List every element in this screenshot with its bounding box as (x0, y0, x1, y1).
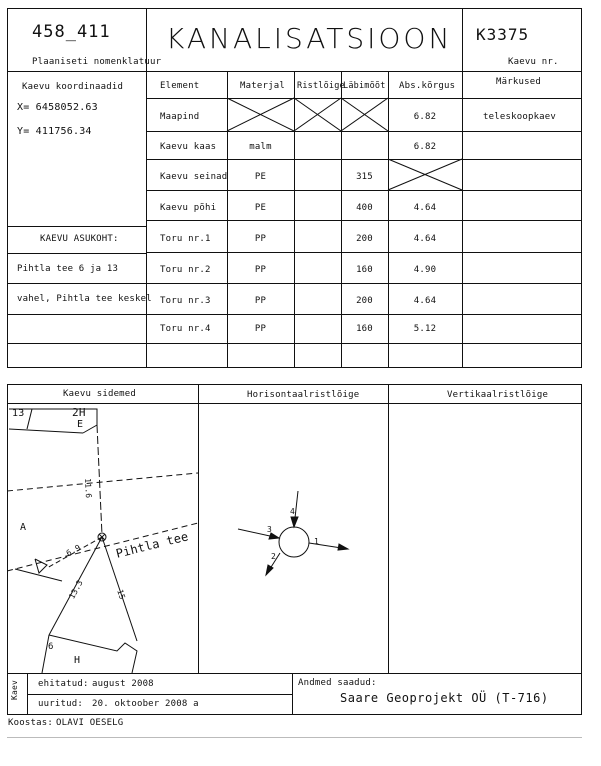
cell-height: 6.82 (413, 112, 437, 122)
well-number: K3375 (476, 25, 530, 44)
made-label: ehitatud: (38, 679, 89, 689)
cell-height: 4.64 (413, 203, 437, 213)
cell-material: PP (254, 234, 267, 244)
cell-diameter: 200 (356, 234, 373, 244)
lot-label: 6 (48, 642, 54, 652)
lot-label: 2H (72, 406, 86, 419)
coordinates-label: Kaevu koordinaadid (22, 82, 124, 92)
area-label: A (20, 522, 27, 533)
col-header-notes: Märkused (496, 77, 541, 87)
cell-material: PP (254, 296, 267, 306)
col-header-element: Element (160, 81, 200, 91)
cell-diameter: 315 (356, 172, 373, 182)
cell-diameter: 160 (356, 324, 373, 334)
cell-element: Kaevu kaas (160, 142, 217, 152)
coordinate-y: Y= 411756.34 (17, 126, 92, 137)
cell-material: malm (249, 142, 272, 152)
street-label: Pihtla tee (114, 529, 190, 561)
col-header-height: Abs.kõrgus (399, 81, 456, 91)
distance-label: 6.9 (64, 542, 83, 559)
page-title: KANALISATSIOON (166, 22, 453, 55)
nomenclature-label: Plaaniseti nomenklatuur (32, 57, 162, 67)
cell-material: PE (254, 203, 267, 213)
cell-element: Toru nr.1 (160, 234, 211, 244)
cell-element: Toru nr.4 (160, 324, 211, 334)
cell-diameter: 160 (356, 265, 373, 275)
cell-material: PP (254, 265, 267, 275)
col-header-diameter: Läbimõõt (343, 81, 386, 91)
cell-material: PE (254, 172, 267, 182)
pipe-number: 1 (314, 537, 320, 546)
panel-title-horizontal: Horisontaalristlõige (247, 390, 360, 400)
pipe-number: 3 (267, 525, 273, 534)
cell-height: 4.64 (413, 234, 437, 244)
cell-element: Kaevu seinad (160, 172, 228, 182)
lot-label: H (74, 655, 81, 666)
cell-element: Kaevu põhi (160, 203, 217, 213)
col-header-material: Materjal (240, 81, 285, 91)
surveyed-value: 20. oktoober 2008 a (92, 699, 199, 709)
cell-element: Toru nr.3 (160, 296, 211, 306)
nomenclature-number: 458_411 (32, 22, 111, 42)
cell-material: PP (254, 324, 267, 334)
cell-crosses (0, 0, 601, 368)
pipe-number: 4 (290, 507, 296, 516)
coordinate-x: X= 6458052.63 (17, 102, 98, 113)
panel-title-vertical: Vertikaalristlõige (447, 390, 549, 400)
source-label: Andmed saadud: (298, 678, 377, 688)
well-number-label: Kaevu nr. (508, 57, 559, 67)
location-line1: Pihtla tee 6 ja 13 (17, 264, 119, 274)
cell-height: 4.64 (413, 296, 437, 306)
col-header-cross: Ristlõige (297, 81, 345, 91)
side-label: Kaev (10, 679, 19, 700)
lot-label: E (77, 419, 84, 430)
lot-label: 13 (12, 408, 25, 419)
cell-notes: teleskoopkaev (483, 112, 557, 122)
cell-height: 6.82 (413, 142, 437, 152)
distance-label: 11.6 (83, 478, 94, 499)
cell-height: 5.12 (413, 324, 437, 334)
distance-label: 13.3 (67, 578, 85, 601)
location-label: KAEVU ASUKOHT: (40, 234, 119, 244)
cell-element: Maapind (160, 112, 200, 122)
panel-title-links: Kaevu sidemed (63, 389, 137, 399)
source-value: Saare Geoprojekt OÜ (T-716) (340, 691, 549, 705)
cell-diameter: 400 (356, 203, 373, 213)
pipe-number: 2 (271, 552, 277, 561)
surveyed-label: uuritud: (38, 699, 83, 709)
author-value: OLAVI OESELG (56, 718, 124, 728)
location-line2: vahel, Pihtla tee keskel (17, 294, 152, 304)
horizontal-section (198, 403, 388, 673)
cell-element: Toru nr.2 (160, 265, 211, 275)
cell-height: 4.90 (413, 265, 437, 275)
cell-diameter: 200 (356, 296, 373, 306)
made-value: august 2008 (92, 679, 154, 689)
author-label: Koostas: (8, 718, 53, 728)
distance-label: 15 (115, 588, 127, 601)
